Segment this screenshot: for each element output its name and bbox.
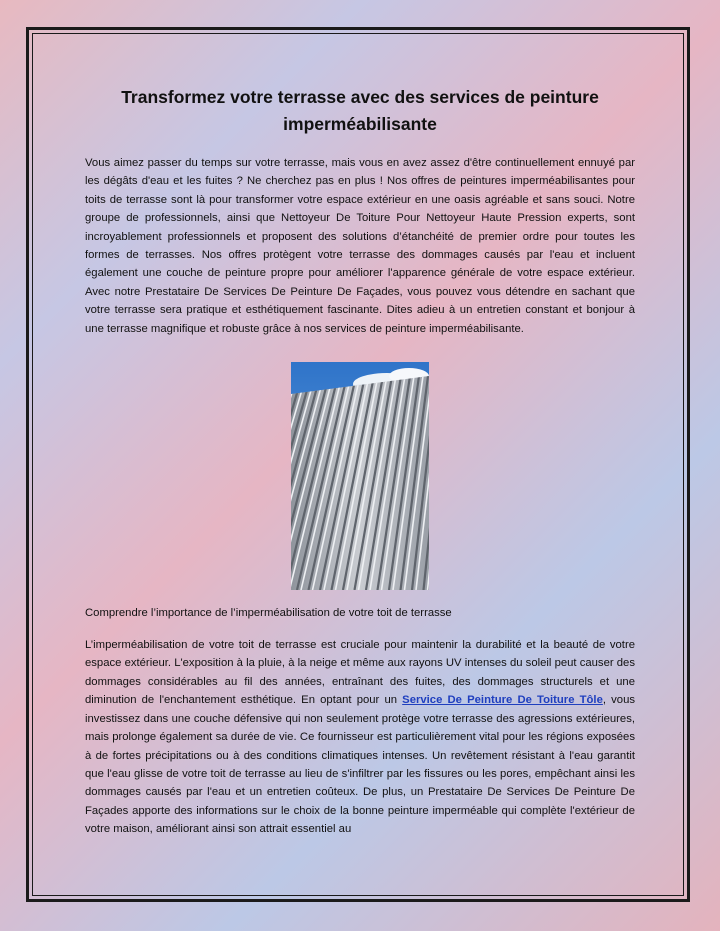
intro-paragraph: Vous aimez passer du temps sur votre terrasse, mais vous en avez assez d'être continuellement ennuyé par les dégâts d'eau et les fuites ? Ne cherchez pas en plus ! Nos offres de peintures imperméabilisantes pour toits de terrasse sont là pour transformer votre espace extérieur en une oasis agréable et sans souci. Notre groupe de professionnels, ainsi que Nettoyeur De Toiture Pour Nettoyeur Haute Pression experts, sont incroyablement professionnels et proposent des solutions d’étanchéité de premier ordre pour toutes les formes de terrasses. Nos offres protègent votre terrasse des dommages causés par l'eau et incluent également une couche de peinture propre pour améliorer l'apparence générale de votre espace extérieur. Avec notre Prestataire De Services De Peinture De Façades, vous pouvez vous détendre en sachant que votre terrasse sera pratique et esthétiquement fascinante. Dites adieu à un entretien constant et bonjour à une terrasse magnifique et robuste grâce à nos services de peinture imperméabilisante. (85, 157, 635, 335)
section2-text-after-link: , vous investissez dans une couche défensive qui non seulement protège votre terrasse des agressions extérieures, mais prolonge également sa durée de vie. Ce fournisseur est particulièrement vital pour les régions exposées à de fortes précipitations ou à des conditions climatiques intenses. Un revêtement résistant à l'eau garantit que l'eau glisse de votre toit de terrasse au lieu de s'infiltrer par les fissures ou les pores, empêchant ainsi les dommages causés par l'eau et un entretien coûteux. De plus, un Prestataire De Services De Peinture De Façades apporte des informations sur le choix de la bonne peinture imperméable qui complète l'extérieur de votre maison, améliorant ainsi son attrait essentiel au (85, 694, 636, 836)
roof-photo (291, 362, 429, 590)
section2-text-before-link: L’imperméabilisation de votre toit de terrasse est cruciale pour maintenir la durabilité et la beauté de votre espace extérieur. L'exposition à la pluie, à la neige et même aux rayons UV intenses du soleil peut causer des dommages considérables au fil des années, entraînant des fuites, des dommages structurels et une diminution de l'enchantement esthétique. En optant pour un (85, 639, 635, 707)
document-title: Transformez votre terrasse avec des services de peinture imperméabilisante (121, 87, 599, 134)
document-content (85, 84, 635, 839)
corrugated-roof-image (291, 362, 429, 590)
section2-paragraph (85, 636, 635, 838)
section-heading: Comprendre l’importance de l’imperméabilisation de votre toit de terrasse (85, 607, 452, 620)
service-peinture-toiture-tole-link[interactable]: Service De Peinture De Toiture Tôle (402, 694, 603, 707)
